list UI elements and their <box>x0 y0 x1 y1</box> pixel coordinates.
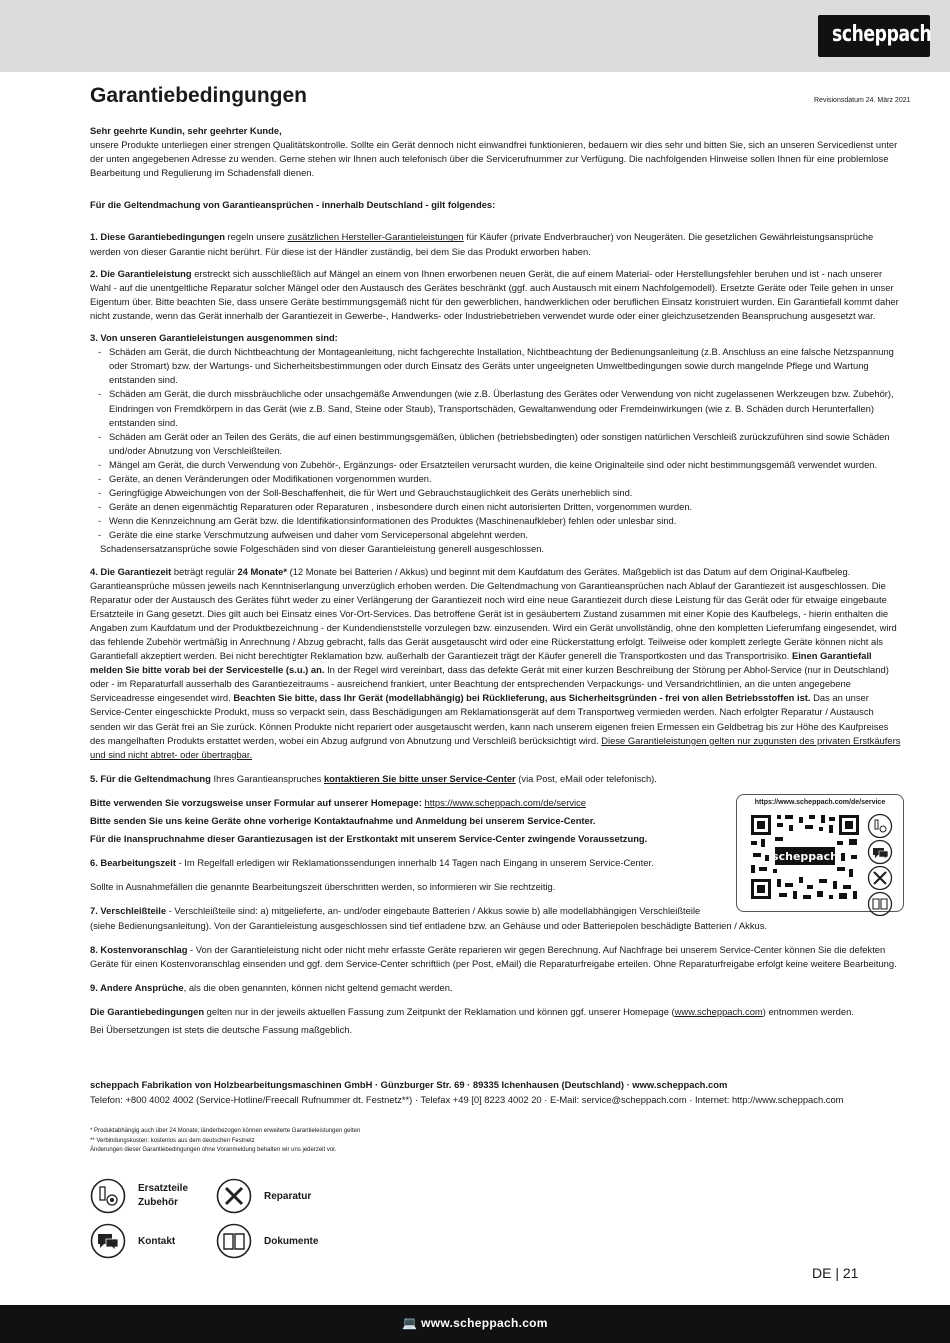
scope-heading: Für die Geltendmachung von Garantieansprüchen - innerhalb Deutschland - gilt folgendes: <box>90 199 496 211</box>
list-item: - Schäden am Gerät, die durch missbräuchliche oder unsachgemäße Anwendungen (wie z.B. Überlastung des Gerätes oder Verwendung von nicht zugelassenen Werkzeugen bzw. Zubehör), Eindringen von Fremdkörpern in das Gerät (wie z.B. Sand, Steine oder Staub), Transportschäden, Gewaltanwendung oder Fremdeinwirkungen (wie z. B. Schäden durch Herunterfallen) entstanden sind. <box>90 387 905 429</box>
footnotes <box>90 1127 360 1156</box>
service-qr-box <box>736 794 904 912</box>
section-4: 4. Die Garantiezeit beträgt regulär 24 Monate* (12 Monate bei Batterien / Akkus) und beginnt mit dem Kaufdatum des Gerätes. Maßgeblich ist das Datum auf dem Original-Kaufbeleg. Garantieansprüche müssen jeweils nach Kenntniserlangung unverzüglich erhoben werden. Die Geltendmachung von Garantieansprüchen nach Ablauf der Garantiezeit ist ausgeschlossen. Die Reparatur oder der Austausch des Gerätes führt weder zu einer Verlängerung der Garantiezeit noch wird eine neue Garantiezeit durch diese Leistung für das Gerät oder für etwaige eingebaute Ersatzteile in Gang gesetzt. Dies gilt auch bei Einsatz eines Vor-Ort-Services. Das betroffene Gerät ist in gesäubertem Zustand zusammen mit einer Kopie des Kaufbelegs, - hierin enthalten die Angaben zum Kaufdatum und der Produktbezeichnung - der Kundendienststelle vorzulegen bzw. einzusenden. Wird ein Gerät unvollständig, ohne den kompletten Lieferumfang eingesendet, wird das fehlende Zubehör wertmäßig in Anrechnung / Abzug gebracht, falls das Gerät ausgetauscht wird oder eine Rückerstattung erfolgt. Teilweise oder komplett zerlegte Geräte können nicht als Garantiefall akzeptiert werden. Bei nicht berechtigter Reklamation bzw. außerhalb der Garantiezeit trägt der Käufer generell die Transportkosten und das Transportrisiko. Einen Garantiefall melden Sie bitte vorab bei der Servicestelle (s.u.) an. In der Regel wird vereinbart, dass das defekte Gerät mit einer kurzen Beschreibung der Störung per Abhol-Service (nur in Deutschland) oder - im Reparaturfall ausserhalb des Garantiezeitraums - ausreichend frankiert, unter Beachtung der entsprechenden Verpackungs- und Versandrichtlinien, an die unten angegebene Serviceadresse eingesendet wird. Beachten Sie bitte, dass Ihr Gerät (modellabhängig) bei Rücklieferung, aus Sicherheitsgründen - frei von allen Betriebsstoffen ist. Das an unser Service-Center eingeschickte Produkt, muss so verpackt sein, dass Beschädigungen am Reklamationsgerät auf dem Transportweg vermieden werden. Nach erfolgter Reparatur / Austausch senden wir das Gerät frei an Sie zurück. Können Produkte nicht repariert oder ausgetauscht werden, kann nach unserem eigenen freien Ermessen ein Geldbetrag bis zur Höhe des Kaufpreises des mangelhaften Produkts erstattet werden, wobei ein Abzug aufgrund von Abnutzung und Verschleiß berücksichtigt wird. Diese Garantieleistungen gelten nur zugunsten des privaten Erstkäufers und sind nicht abtret- oder übertragbar. <box>90 565 901 760</box>
qr-code-icon[interactable] <box>749 813 861 901</box>
service-legend <box>90 1178 390 1264</box>
footnote: ** Verbindungskosten: kostenlos aus dem deutschen Festnetz <box>90 1137 255 1144</box>
company-line: scheppach Fabrikation von Holzbearbeitungsmaschinen GmbH · Günzburger Str. 69 · 89335 Ichenhausen (Deutschland) · www.scheppach.com <box>90 1079 728 1090</box>
top-bar <box>0 0 950 72</box>
qr-center-label: scheppach <box>772 850 838 863</box>
scheppach-logo: scheppach <box>818 15 930 57</box>
service-link[interactable]: https://www.scheppach.com/de/service <box>424 796 587 808</box>
first-contact-note: Für die Inanspruchnahme dieser Garantiezusagen ist der Erstkontakt mit unserem Service-Center zwingende Voraussetzung. <box>90 833 648 845</box>
legend-documents: Dokumente <box>216 1223 318 1259</box>
translation-note: Bei Übersetzungen ist stets die deutsche Fassung maßgeblich. <box>90 1023 353 1035</box>
warranty-link[interactable]: zusätzlichen Hersteller-Garantieleistungen <box>287 231 464 243</box>
section-1: 1. Diese Garantiebedingungen regeln unsere zusätzlichen Hersteller-Garantieleistungen für Käufer (private Endverbraucher) von Neugeräten. Die gesetzlichen Gewährleistungsansprüche werden von dieser Garantie nicht berührt. Für diese ist der Händler zuständig, bei dem Sie das Produkt erworben haben. <box>90 231 874 257</box>
section-3-footer: Schadensersatzansprüche sowie Folgeschäden sind von dieser Garantieleistung generell ausgeschlossen. <box>100 543 545 555</box>
footnote: Änderungen dieser Garantiebedingungen ohne Voranmeldung behalten wir uns jederzeit vor. <box>90 1147 337 1153</box>
greeting: Sehr geehrte Kundin, sehr geehrter Kunde, <box>90 125 282 136</box>
contact-line: Telefon: +800 4002 4002 (Service-Hotline/Freecall Rufnummer dt. Festnetz**) · Telefax +49 [0] 8223 4002 20 · E-Mail: service@scheppach.com · Internet: http://www.scheppach.com <box>90 1094 844 1105</box>
section-3-heading: 3. Von unseren Garantieleistungen ausgenommen sind: <box>90 332 338 344</box>
company-info <box>90 1077 843 1107</box>
section-6: 6. Bearbeitungszeit - Im Regelfall erledigen wir Reklamationssendungen innerhalb 14 Tagen nach Eingang in unserem Service-Center. <box>90 857 654 869</box>
repair-icon <box>216 1178 252 1214</box>
list-item: - Geringfügige Abweichungen von der Soll-Beschaffenheit, die für Wert und Gebrauchstauglichkeit des Geräts unerheblich sind. <box>90 486 905 500</box>
list-item: - Wenn die Kennzeichnung am Gerät bzw. die Identifikationsinformationen des Produktes (Maschinenaufkleber) fehlen oder unlesbar sind. <box>90 514 905 528</box>
section-9: 9. Andere Ansprüche, als die oben genannten, können nicht geltend gemacht werden. <box>90 981 453 993</box>
homepage-line: Bitte verwenden Sie vorzugsweise unser Formular auf unserer Homepage: https://www.scheppach.com/de/service <box>90 796 587 808</box>
legend-contact: Kontakt <box>90 1223 175 1259</box>
legend-spare-parts: Ersatzteile Zubehör <box>90 1178 188 1214</box>
list-item: - Mängel am Gerät, die durch Verwendung von Zubehör-, Ergänzungs- oder Ersatzteilen verursacht wurden, die keine Originalteile sind oder nicht bestimmungsgemäß verwendet wurden. <box>90 458 905 472</box>
section-2: 2. Die Garantieleistung erstreckt sich ausschließlich auf Mängel an einem von Ihnen erworbenen neuen Gerät, die auf einem Material- oder Herstellungsfehler beruhen und ist - nach unserer Wahl - auf die unentgeltliche Reparatur solcher Mängel oder den Austausch des Gerätes beschränkt (ggf. auch Austausch mit einem Nachfolgemodell). Ersetzte Geräte oder Teile gehen in unser Eigentum über. Bitte beachten Sie, dass unsere Geräte bestimmungsgemäß nicht für den gewerblichen, handwerklichen oder beruflichen Einsatz konstruiert wurden. Ein Garantiefall kommt daher nicht zustande, wenn das Gerät innerhalb der Garantiezeit in Gewerbe-, Handwerks- oder Industriebetrieben verwendet wurde oder einer gleichzusetzenden Beanspruchung ausgesetzt war. <box>90 267 899 321</box>
revision-date: Revisionsdatum 24. März 2021 <box>814 97 911 104</box>
list-item: - Schäden am Gerät, die durch Nichtbeachtung der Montageanleitung, nicht fachgerechte Installation, Nichtbeachtung der Bedienungsanleitung (z.B. Anschluss an eine falsche Netzspannung oder Stromart) bzw. der Wartungs- und Sicherheitsbestimmungen oder durch Einsatz des Geräts unter ungeeigneten Umweltbedingungen sowie durch mangelnde Pflege und Wartung entstanden sind. <box>90 345 905 387</box>
repair-icon <box>867 865 893 891</box>
section-6-exceptions: Sollte in Ausnahmefällen die genannte Bearbeitungszeit überschritten werden, so informieren wir Sie rechtzeitig. <box>90 881 556 893</box>
spare-parts-icon <box>867 813 893 839</box>
exclusion-list <box>90 345 905 542</box>
section-7-line2: (siehe Bedienungsanleitung). Von der Garantieleistung ausgeschlossen sind tief entladene bzw. an Gehäuse und oder Batteriepolen beschädigte Batterien / Akkus. <box>90 919 768 931</box>
validity-note: Die Garantiebedingungen gelten nur in der jeweils aktuellen Fassung zum Zeitpunkt der Reklamation und können ggf. unserer Homepage (www.scheppach.com) entnommen werden. <box>90 1005 854 1017</box>
footer-bar <box>0 1305 950 1343</box>
list-item: - Schäden am Gerät oder an Teilen des Geräts, die auf einen bestimmungsgemäßen, üblichen (betriebsbedingten) oder sonstigen natürlichen Verschleiß zurückzuführen sind sowie Schäden und/oder Abnutzung von Verschleißteilen. <box>90 430 905 458</box>
list-item: - Geräte, an denen Veränderungen oder Modifikationen vorgenommen wurden. <box>90 472 905 486</box>
section-5: 5. Für die Geltendmachung Ihres Garantieanspruches kontaktieren Sie bitte unser Service-Center (via Post, eMail oder telefonisch). <box>90 772 657 784</box>
legend-repair: Reparatur <box>216 1178 311 1214</box>
qr-url: https://www.scheppach.com/de/service <box>754 799 886 806</box>
qr-icons <box>867 813 895 917</box>
monitor-icon: 💻 <box>402 1316 418 1330</box>
contact-icon <box>867 839 893 865</box>
section-7: 7. Verschleißteile - Verschleißteile sind: a) mitgelieferte, an- und/oder eingebaute Batterien / Akkus sowie b) alle modellabhängigen Verschleißteile <box>90 905 701 917</box>
documents-icon <box>867 891 893 917</box>
page-title: Garantiebedingungen <box>90 84 308 107</box>
footer-url[interactable]: www.scheppach.com <box>421 1316 548 1330</box>
no-devices-note: Bitte senden Sie uns keine Geräte ohne vorherige Kontaktaufnahme und Anmeldung bei unserem Service-Center. <box>90 815 596 827</box>
spare-parts-icon <box>90 1178 126 1214</box>
section-8: 8. Kostenvoranschlag - Von der Garantieleistung nicht oder nicht mehr erfasste Geräte reparieren wir gegen Berechnung. Auf Nachfrage bei unserem Service-Center können Sie die defekten Geräte für einen Kostenvoranschlag einsenden und ggf. dem Service-Center schriftlich (per Post, eMail) die Reparaturfreigabe erteilen. Ohne Reparaturfreigabe erfolgt keine weitere Bearbeitung. <box>90 943 897 969</box>
list-item: - Geräte die eine starke Verschmutzung aufweisen und daher vom Servicepersonal abgelehnt werden. <box>90 528 905 542</box>
footnote: * Produktabhängig auch über 24 Monate; länderbezogen können erweiterte Garantieleistungen gelten <box>90 1128 361 1134</box>
list-item: - Geräte an denen eigenmächtig Reparaturen oder Reparaturen , insbesondere durch einen nicht autorisierten Dritten, vorgenommen wurden. <box>90 500 905 514</box>
page-number: DE | 21 <box>812 1265 859 1281</box>
documents-icon <box>216 1223 252 1259</box>
contact-icon <box>90 1223 126 1259</box>
intro-paragraph: unsere Produkte unterliegen einer strengen Qualitätskontrolle. Sollte ein Gerät dennoch nicht einwandfrei funktionieren, bedauern wir dies sehr und bitten Sie, sich an unseren Servicedienst unter der unten angegebenen Adresse zu wenden. Gerne stehen wir Ihnen auch telefonisch über die Servicerufnummer zur Verfügung. Die nachfolgenden Hinweise sollen Ihnen für eine problemlose Bearbeitung und Regulierung im Schadensfall dienen. <box>90 139 898 179</box>
homepage-link[interactable]: www.scheppach.com <box>674 1005 763 1017</box>
